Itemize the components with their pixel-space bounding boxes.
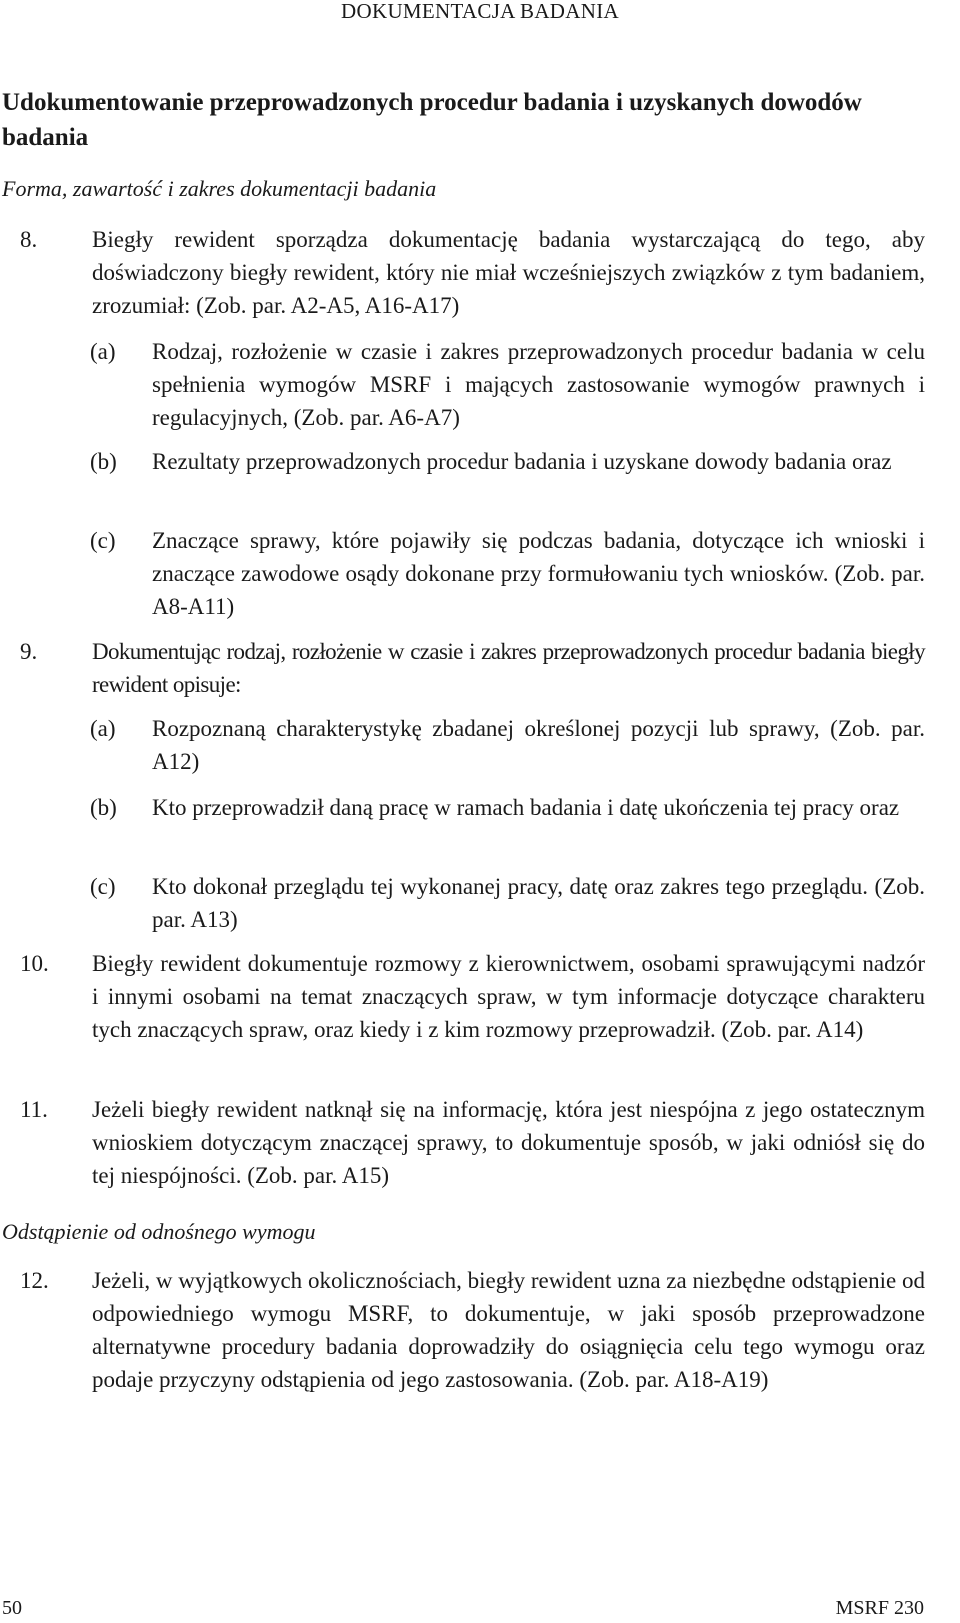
item-text: Znaczące sprawy, które pojawiły się podczas badania, dotyczące ich wnioski i znaczące zawodowe osądy dokonane przy formułowaniu tych wniosków. (Zob. par. A8-A11) bbox=[152, 528, 925, 619]
item-label: (c) bbox=[90, 874, 116, 899]
list-item-9b bbox=[90, 791, 925, 824]
list-item-8b bbox=[90, 445, 925, 478]
item-label: (b) bbox=[90, 449, 117, 474]
paragraph-text: Biegły rewident sporządza dokumentację badania wystarczającą do tego, aby doświadczony biegły rewident, który nie miał wcześniejszych związków z tym badaniem, zrozumiał: (Zob. par. A2-A5, A16-A17) bbox=[92, 227, 925, 318]
item-text: Rodzaj, rozłożenie w czasie i zakres przeprowadzonych procedur badania w celu spełnienia wymogów MSRF i mających zastosowanie wymogów prawnych i regulacyjnych, (Zob. par. A6-A7) bbox=[152, 339, 925, 430]
item-label: (a) bbox=[90, 339, 116, 364]
subsection-title-departure: Odstąpienie od odnośnego wymogu bbox=[2, 1219, 316, 1244]
item-text: Kto dokonał przeglądu tej wykonanej pracy, datę oraz zakres tego przeglądu. (Zob. par. A13) bbox=[152, 874, 925, 932]
list-item-8c bbox=[90, 524, 925, 623]
paragraph-10 bbox=[20, 947, 925, 1046]
section-heading: Udokumentowanie przeprowadzonych procedur badania i uzyskanych dowodów badania bbox=[2, 89, 862, 151]
list-item-9a bbox=[90, 712, 925, 778]
item-label: (a) bbox=[90, 716, 116, 741]
paragraph-number: 12. bbox=[20, 1268, 49, 1293]
item-text: Kto przeprowadził daną pracę w ramach badania i datę ukończenia tej pracy oraz bbox=[152, 795, 900, 820]
item-text: Rezultaty przeprowadzonych procedur badania i uzyskane dowody badania oraz bbox=[152, 449, 892, 474]
list-item-8a bbox=[90, 335, 925, 434]
list-item-9c bbox=[90, 870, 925, 936]
paragraph-text: Jeżeli, w wyjątkowych okolicznościach, biegły rewident uzna za niezbędne odstąpienie od odpowiedniego wymogu MSRF, to dokumentuje, w jaki sposób przeprowadzone alternatywne procedury badania doprowadziły do osiągnięcia celu tego wymogu oraz podaje przyczyny odstąpienia od jego zastosowania. (Zob. par. A18-A19) bbox=[92, 1268, 925, 1392]
paragraph-number: 8. bbox=[20, 227, 38, 252]
paragraph-number: 9. bbox=[20, 639, 38, 664]
item-text: Rozpoznaną charakterystykę zbadanej określonej pozycji lub sprawy, (Zob. par. A12) bbox=[152, 716, 925, 774]
page-number: 50 bbox=[2, 1597, 22, 1619]
paragraph-text: Dokumentując rodzaj, rozłożenie w czasie i zakres przeprowadzonych procedur badania biegły rewident opisuje: bbox=[92, 639, 925, 697]
paragraph-9 bbox=[20, 635, 925, 701]
subsection-title-form: Forma, zawartość i zakres dokumentacji badania bbox=[2, 176, 437, 201]
paragraph-number: 10. bbox=[20, 951, 49, 976]
item-label: (b) bbox=[90, 795, 117, 820]
item-label: (c) bbox=[90, 528, 116, 553]
footer-standard: MSRF 230 bbox=[835, 1597, 924, 1619]
paragraph-12 bbox=[20, 1264, 925, 1396]
running-head: DOKUMENTACJA BADANIA bbox=[341, 0, 619, 23]
paragraph-text: Jeżeli biegły rewident natknął się na informację, która jest niespójna z jego ostatecznym wnioskiem dotyczącym znaczącej sprawy, to dokumentuje sposób, w jaki odniósł się do tej niespójności. (Zob. par. A15) bbox=[92, 1097, 925, 1188]
paragraph-11 bbox=[20, 1093, 925, 1192]
paragraph-number: 11. bbox=[20, 1097, 48, 1122]
paragraph-8 bbox=[20, 223, 925, 322]
paragraph-text: Biegły rewident dokumentuje rozmowy z kierownictwem, osobami sprawującymi nadzór i innymi osobami na temat znaczących spraw, w tym informacje dotyczące charakteru tych znaczących spraw, oraz kiedy i z kim rozmowy przeprowadził. (Zob. par. A14) bbox=[92, 951, 925, 1042]
